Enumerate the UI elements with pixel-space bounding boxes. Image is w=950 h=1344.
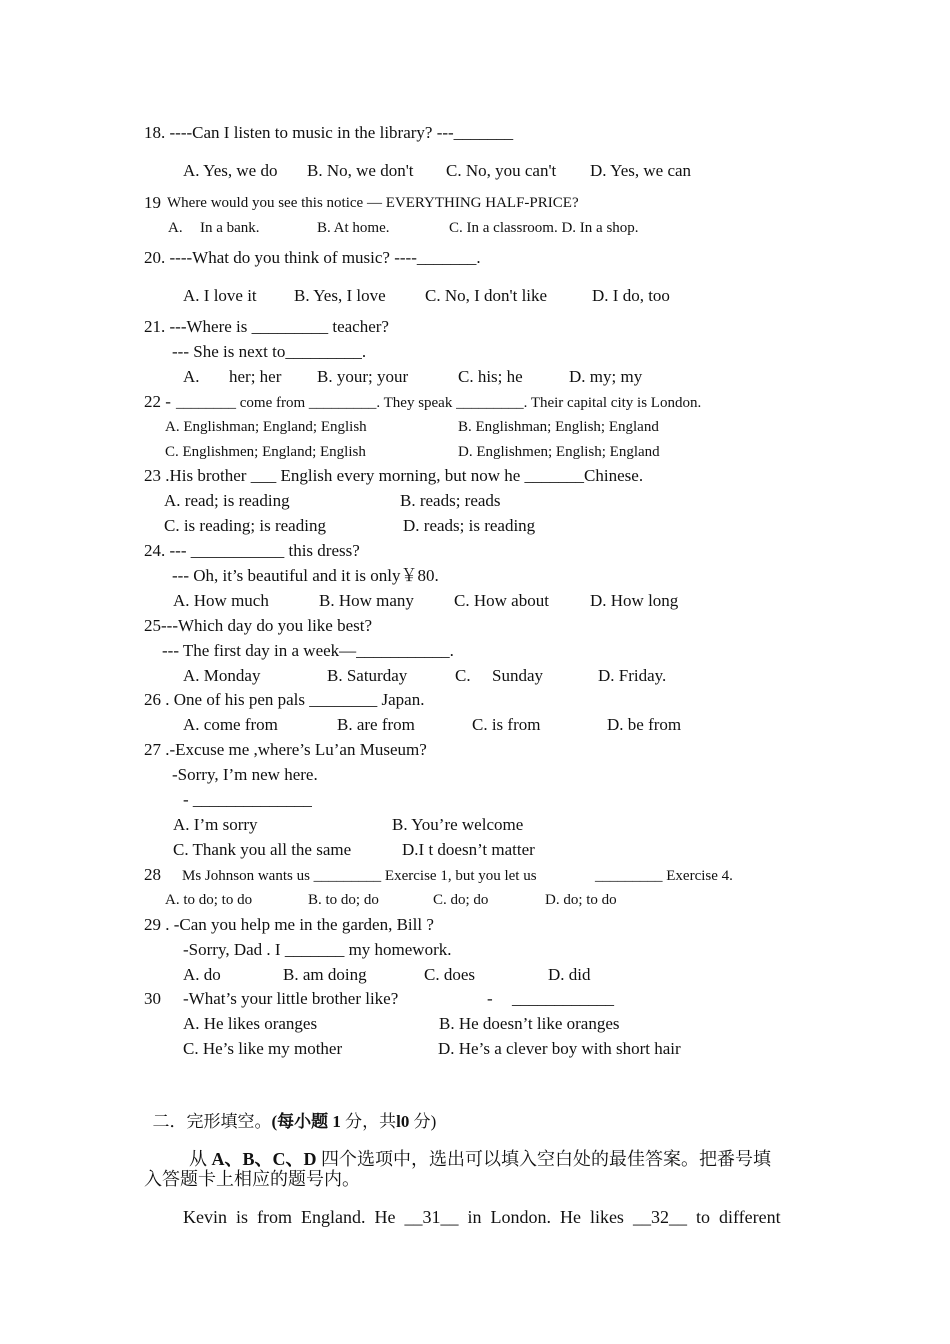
q22-option-b: B. Englishman; English; England bbox=[458, 419, 659, 435]
q30-option-c: C. He’s like my mother bbox=[183, 1039, 343, 1058]
section-2-score-close: 分) bbox=[413, 1112, 437, 1131]
q23-option-c: C. is reading; is reading bbox=[164, 516, 326, 535]
q25-option-c-letter: C. bbox=[455, 666, 471, 685]
q28-option-b: B. to do; do bbox=[308, 892, 379, 908]
section-2-score-mid: 分，共 bbox=[345, 1112, 397, 1131]
question-28-number: 28 bbox=[144, 865, 161, 884]
q23-option-a: A. read; is reading bbox=[164, 491, 290, 510]
question-22-stem: ________ come from _________. They speak _________. Their capital city is London. bbox=[176, 395, 702, 411]
question-30-blank: ____________ bbox=[512, 989, 614, 1008]
q27-option-b: B. You’re welcome bbox=[392, 815, 524, 834]
section-2-score-open: (每小题 bbox=[271, 1112, 329, 1131]
q20-option-d: D. I do, too bbox=[592, 286, 670, 305]
q18-option-d: D. Yes, we can bbox=[590, 161, 692, 180]
question-27-blank: - ______________ bbox=[183, 790, 312, 809]
q28-option-c: C. do; do bbox=[433, 892, 489, 908]
question-21-reply: --- She is next to_________. bbox=[172, 342, 367, 361]
question-28-stem: Ms Johnson wants us _________ Exercise 1, but you let us bbox=[182, 868, 537, 884]
question-30-number: 30 bbox=[144, 989, 161, 1008]
q25-option-c: Sunday bbox=[492, 666, 543, 685]
q29-option-b: B. am doing bbox=[283, 965, 367, 984]
question-27-stem: 27 .-Excuse me ,where’s Lu’an Museum? bbox=[144, 740, 427, 759]
q24-option-b: B. How many bbox=[319, 591, 414, 610]
q20-option-a: A. I love it bbox=[183, 286, 257, 305]
question-29-reply: -Sorry, Dad . I _______ my homework. bbox=[183, 940, 452, 959]
question-22-number: 22 - bbox=[144, 392, 171, 411]
instr-rest: 四个选项中，选出可以填入空白处的最佳答案。把番号填 bbox=[321, 1149, 772, 1169]
section-2-heading bbox=[144, 1096, 436, 1130]
q22-option-a: A. Englishman; England; English bbox=[165, 419, 367, 435]
question-30-dash: - bbox=[487, 989, 493, 1008]
q21-option-a-letter: A. bbox=[183, 367, 200, 386]
q18-option-c: C. No, you can't bbox=[446, 161, 557, 180]
q26-option-c: C. is from bbox=[472, 715, 541, 734]
q21-option-c: C. his; he bbox=[458, 367, 523, 386]
q22-option-c: C. Englishmen; England; English bbox=[165, 444, 366, 460]
q19-option-a-letter: A. bbox=[168, 220, 183, 236]
question-28-stem-end: _________ Exercise 4. bbox=[595, 868, 733, 884]
q28-option-d: D. do; to do bbox=[545, 892, 617, 908]
q20-option-b: B. Yes, I love bbox=[294, 286, 386, 305]
question-23-stem: 23 .His brother ___ English every morning, but now he _______Chinese. bbox=[144, 466, 644, 485]
q24-option-d: D. How long bbox=[590, 591, 679, 610]
question-20-stem: 20. ----What do you think of music? ----_______. bbox=[144, 248, 481, 267]
q30-option-a: A. He likes oranges bbox=[183, 1014, 318, 1033]
section-2-instructions bbox=[180, 1132, 771, 1168]
cloze-passage-line: Kevin is from England. He __31__ in London. He likes __32__ to different bbox=[183, 1207, 781, 1227]
q18-option-a: A. Yes, we do bbox=[183, 161, 278, 180]
q29-option-d: D. did bbox=[548, 965, 591, 984]
q23-option-d: D. reads; is reading bbox=[403, 516, 536, 535]
q19-option-b: B. At home. bbox=[317, 220, 390, 236]
section-2-score-each: 1 bbox=[332, 1112, 341, 1131]
q30-option-b: B. He doesn’t like oranges bbox=[439, 1014, 620, 1033]
question-21-stem: 21. ---Where is _________ teacher? bbox=[144, 317, 389, 336]
q29-option-c: C. does bbox=[424, 965, 475, 984]
q22-option-d: D. Englishmen; English; England bbox=[458, 444, 660, 460]
q26-option-a: A. come from bbox=[183, 715, 278, 734]
q24-option-a: A. How much bbox=[173, 591, 269, 610]
q18-option-b: B. No, we don't bbox=[307, 161, 414, 180]
q19-option-c-d: C. In a classroom. D. In a shop. bbox=[449, 220, 639, 236]
question-19-stem: Where would you see this notice — EVERYTHING HALF-PRICE? bbox=[167, 195, 579, 211]
q25-option-a: A. Monday bbox=[183, 666, 261, 685]
q30-option-d: D. He’s a clever boy with short hair bbox=[438, 1039, 681, 1058]
q21-option-d: D. my; my bbox=[569, 367, 643, 386]
q19-option-a: In a bank. bbox=[200, 220, 260, 236]
question-30-stem: -What’s your little brother like? bbox=[183, 989, 399, 1008]
q28-option-a: A. to do; to do bbox=[165, 892, 253, 908]
question-25-stem: 25---Which day do you like best? bbox=[144, 616, 373, 635]
q26-option-d: D. be from bbox=[607, 715, 682, 734]
section-2-instructions-line2: 入答题卡上相应的题号内。 bbox=[144, 1169, 360, 1189]
instr-options: A、B、C、D bbox=[211, 1149, 317, 1169]
question-27-reply: -Sorry, I’m new here. bbox=[172, 765, 318, 784]
q21-option-b: B. your; your bbox=[317, 367, 409, 386]
q20-option-c: C. No, I don't like bbox=[425, 286, 548, 305]
q27-option-a: A. I’m sorry bbox=[173, 815, 258, 834]
section-2-title: 二．完形填空。 bbox=[152, 1112, 272, 1131]
question-26-stem: 26 . One of his pen pals ________ Japan. bbox=[144, 690, 425, 709]
q27-option-c: C. Thank you all the same bbox=[173, 840, 352, 859]
question-24-stem: 24. --- ___________ this dress? bbox=[144, 541, 360, 560]
q26-option-b: B. are from bbox=[337, 715, 415, 734]
q25-option-d: D. Friday. bbox=[598, 666, 667, 685]
q25-option-b: B. Saturday bbox=[327, 666, 408, 685]
q29-option-a: A. do bbox=[183, 965, 221, 984]
question-25-reply: --- The first day in a week—___________. bbox=[162, 641, 454, 660]
instr-from: 从 bbox=[189, 1149, 207, 1169]
question-19-number: 19 bbox=[144, 193, 161, 212]
section-2-score-total: l0 bbox=[396, 1112, 410, 1131]
question-29-stem: 29 . -Can you help me in the garden, Bill ? bbox=[144, 915, 434, 934]
q27-option-d: D.I t doesn’t matter bbox=[402, 840, 535, 859]
q21-option-a: her; her bbox=[229, 367, 282, 386]
q23-option-b: B. reads; reads bbox=[400, 491, 501, 510]
question-18-stem: 18. ----Can I listen to music in the library? ---_______ bbox=[144, 123, 514, 142]
q24-option-c: C. How about bbox=[454, 591, 549, 610]
question-24-reply: --- Oh, it’s beautiful and it is only￥80. bbox=[172, 566, 439, 585]
